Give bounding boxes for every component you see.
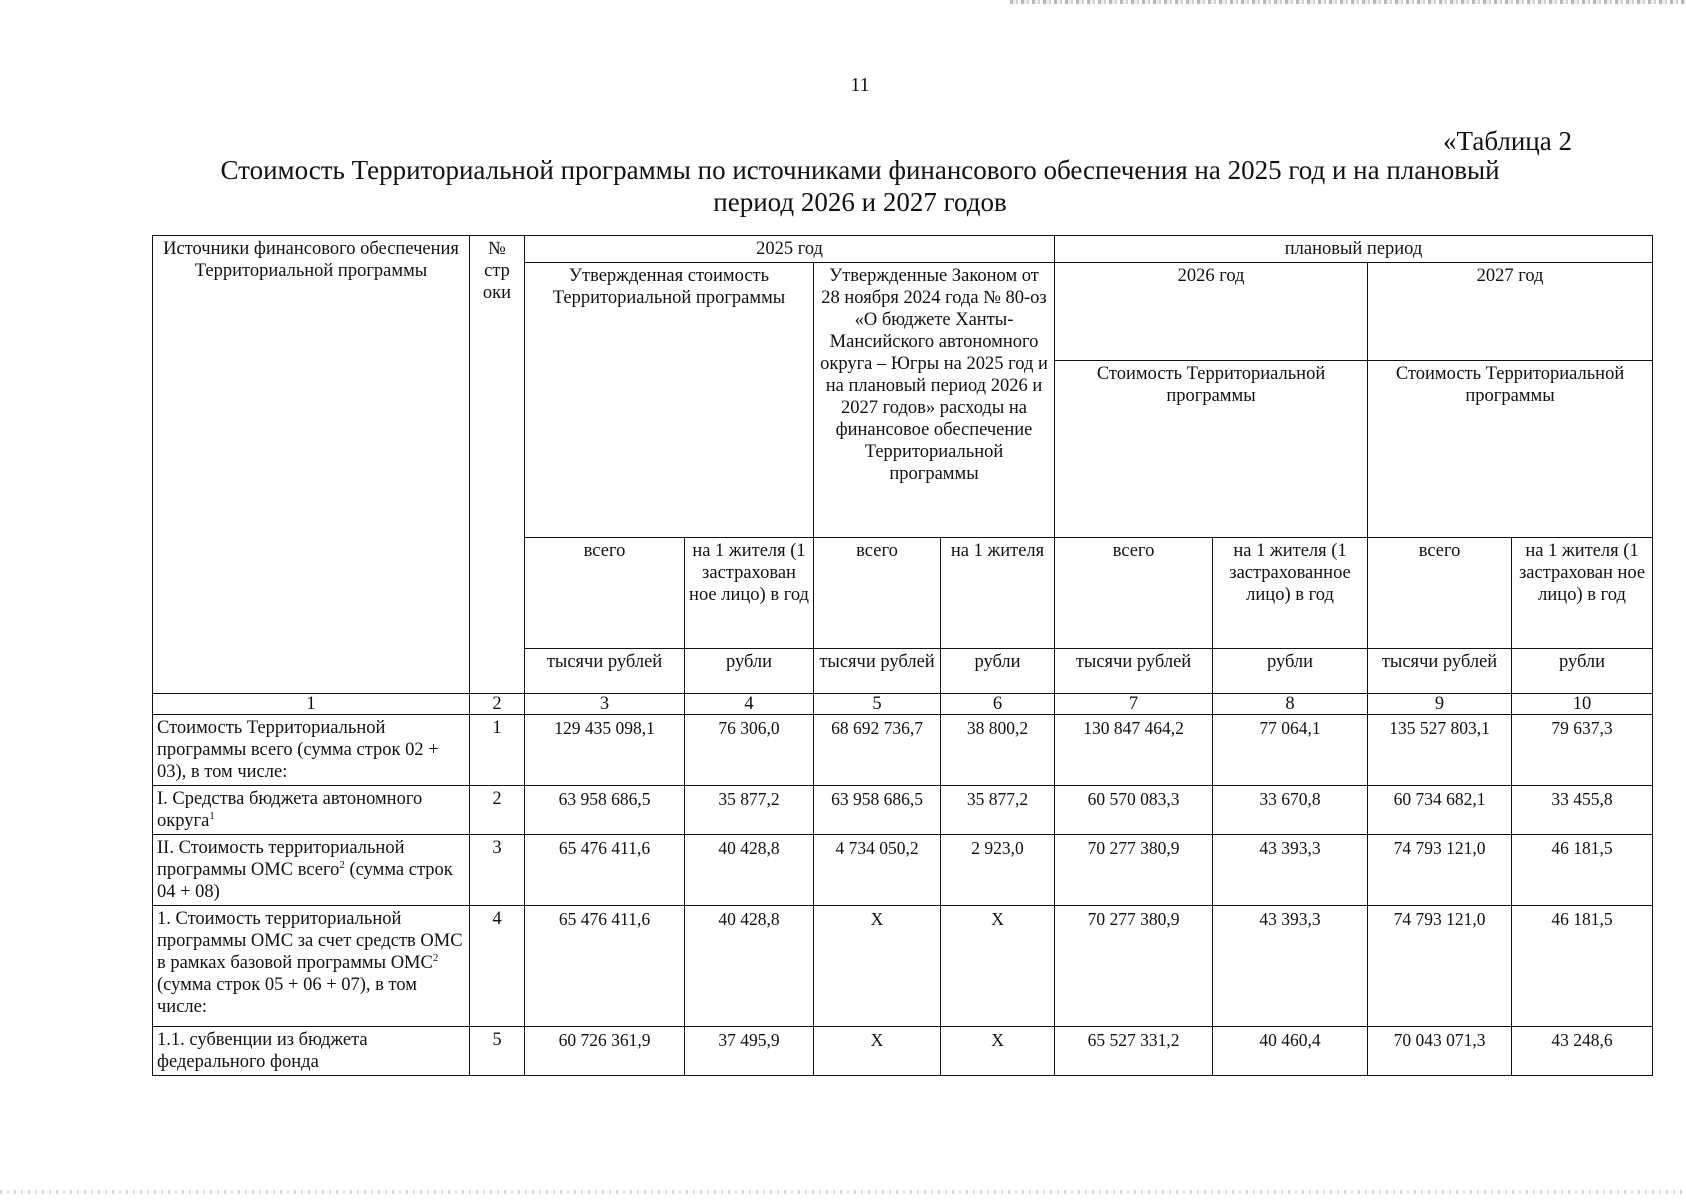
unit-thousand-1: тысячи рублей — [525, 649, 685, 694]
row-label — [153, 715, 470, 786]
value-cell: 46 181,5 — [1512, 906, 1653, 1027]
value-cell: X — [941, 906, 1055, 1027]
header-year-2026: 2026 год — [1055, 263, 1368, 361]
value-cell: 79 637,3 — [1512, 715, 1653, 786]
document-title — [170, 154, 1550, 218]
header-cost-2027: Стоимость Территориальной программы — [1368, 360, 1653, 537]
column-number: 6 — [941, 694, 1055, 715]
column-number: 2 — [470, 694, 525, 715]
value-cell: 65 476 411,6 — [525, 835, 685, 906]
row-number: 1 — [470, 715, 525, 786]
value-cell: 33 455,8 — [1512, 786, 1653, 835]
table-row — [153, 715, 1653, 786]
column-number: 10 — [1512, 694, 1653, 715]
unit-thousand-3: тысячи рублей — [1055, 649, 1213, 694]
unit-rub-1: рубли — [685, 649, 814, 694]
value-cell: 38 800,2 — [941, 715, 1055, 786]
unit-thousand-4: тысячи рублей — [1368, 649, 1512, 694]
row-number: 3 — [470, 835, 525, 906]
header-year-2025: 2025 год — [525, 236, 1055, 263]
row-number: 5 — [470, 1027, 525, 1076]
row-number: 2 — [470, 786, 525, 835]
value-cell: 77 064,1 — [1213, 715, 1368, 786]
row-label-text: 1.1. субвенции из бюджета федерального фонда — [157, 1030, 368, 1072]
value-cell: 65 476 411,6 — [525, 906, 685, 1027]
value-cell: 130 847 464,2 — [1055, 715, 1213, 786]
value-cell: X — [814, 906, 941, 1027]
header-per-resident-4: на 1 жителя (1 застрахован ное лицо) в год — [1512, 538, 1653, 649]
column-number: 8 — [1213, 694, 1368, 715]
row-label — [153, 786, 470, 835]
header-approved-by-law: Утвержденные Законом от 28 ноября 2024 года № 80-оз «О бюджете Ханты-Мансийского автономного округа – Югры на 2025 год и на плановый период 2026 и 2027 годов» расходы на финансовое обеспечение Территориальной программы — [814, 263, 1055, 538]
value-cell: 40 428,8 — [685, 906, 814, 1027]
value-cell: 70 277 380,9 — [1055, 835, 1213, 906]
header-approved-cost: Утвержденная стоимость Территориальной программы — [525, 263, 814, 538]
value-cell: 74 793 121,0 — [1368, 835, 1512, 906]
row-label — [153, 835, 470, 906]
column-number: 5 — [814, 694, 941, 715]
value-cell: 70 043 071,3 — [1368, 1027, 1512, 1076]
header-year-2027: 2027 год — [1368, 263, 1653, 361]
title-line-2: период 2026 и 2027 годов — [713, 187, 1007, 217]
value-cell: X — [814, 1027, 941, 1076]
value-cell: 135 527 803,1 — [1368, 715, 1512, 786]
value-cell: 129 435 098,1 — [525, 715, 685, 786]
value-cell: 35 877,2 — [941, 786, 1055, 835]
row-label-text: 1. Стоимость территориальной программы ОМС за счет средств ОМС в рамках базовой программы ОМС — [157, 909, 463, 973]
table-row — [153, 1027, 1653, 1076]
row-label-tail: (сумма строк 05 + 06 + 07), в том числе: — [157, 975, 417, 1017]
value-cell: 74 793 121,0 — [1368, 906, 1512, 1027]
value-cell: 60 726 361,9 — [525, 1027, 685, 1076]
header-per-resident-3: на 1 жителя (1 застрахованное лицо) в год — [1213, 538, 1368, 649]
column-number-row — [153, 694, 1653, 715]
value-cell: 76 306,0 — [685, 715, 814, 786]
column-number: 1 — [153, 694, 470, 715]
page-number: 11 — [850, 74, 870, 96]
header-cost-2026: Стоимость Территориальной программы — [1055, 360, 1368, 537]
value-cell: 2 923,0 — [941, 835, 1055, 906]
row-label-text: Стоимость Территориальной программы всего (сумма строк 02 + 03), в том числе: — [157, 718, 439, 782]
unit-rub-3: рубли — [1213, 649, 1368, 694]
footnote-mark: 2 — [339, 858, 345, 871]
title-line-1: Стоимость Территориальной программы по источниками финансового обеспечения на 2025 год и на плановый — [220, 155, 1500, 185]
footnote-mark: 1 — [209, 809, 215, 822]
value-cell: 37 495,9 — [685, 1027, 814, 1076]
value-cell: 35 877,2 — [685, 786, 814, 835]
value-cell: 65 527 331,2 — [1055, 1027, 1213, 1076]
value-cell: 63 958 686,5 — [525, 786, 685, 835]
row-label — [153, 1027, 470, 1076]
table-row — [153, 835, 1653, 906]
header-row-1 — [153, 236, 1653, 263]
row-label-text: I. Средства бюджета автономного округа — [157, 789, 423, 831]
column-number: 3 — [525, 694, 685, 715]
unit-thousand-2: тысячи рублей — [814, 649, 941, 694]
row-label-tail: (сумма строк 04 + 08) — [157, 860, 453, 902]
table-row — [153, 906, 1653, 1027]
header-row-no: № стр оки — [470, 236, 525, 694]
header-total-1: всего — [525, 538, 685, 649]
value-cell: X — [941, 1027, 1055, 1076]
value-cell: 60 734 682,1 — [1368, 786, 1512, 835]
value-cell: 4 734 050,2 — [814, 835, 941, 906]
value-cell: 43 393,3 — [1213, 906, 1368, 1027]
header-per-resident-2: на 1 жителя — [941, 538, 1055, 649]
row-label-text: II. Стоимость территориальной программы ОМС всего — [157, 838, 405, 880]
scan-artifact-bottom — [0, 1190, 1686, 1194]
value-cell: 33 670,8 — [1213, 786, 1368, 835]
value-cell: 70 277 380,9 — [1055, 906, 1213, 1027]
column-number: 4 — [685, 694, 814, 715]
table-caption: «Таблица 2 — [1443, 126, 1572, 156]
value-cell: 43 393,3 — [1213, 835, 1368, 906]
header-sources: Источники финансового обеспечения Территориальной программы — [153, 236, 470, 694]
value-cell: 68 692 736,7 — [814, 715, 941, 786]
header-total-2: всего — [814, 538, 941, 649]
value-cell: 40 460,4 — [1213, 1027, 1368, 1076]
footnote-mark: 2 — [432, 951, 439, 964]
column-number: 7 — [1055, 694, 1213, 715]
value-cell: 60 570 083,3 — [1055, 786, 1213, 835]
header-planned-period: плановый период — [1055, 236, 1653, 263]
value-cell: 43 248,6 — [1512, 1027, 1653, 1076]
unit-rub-4: рубли — [1512, 649, 1653, 694]
header-total-4: всего — [1368, 538, 1512, 649]
header-per-resident-1: на 1 жителя (1 застрахован ное лицо) в год — [685, 538, 814, 649]
scan-artifact-top — [1010, 0, 1686, 4]
value-cell: 40 428,8 — [685, 835, 814, 906]
column-number: 9 — [1368, 694, 1512, 715]
row-label — [153, 906, 470, 1027]
unit-rub-2: рубли — [941, 649, 1055, 694]
table-row — [153, 786, 1653, 835]
finance-table — [152, 235, 1653, 1076]
header-total-3: всего — [1055, 538, 1213, 649]
value-cell: 63 958 686,5 — [814, 786, 941, 835]
row-number: 4 — [470, 906, 525, 1027]
value-cell: 46 181,5 — [1512, 835, 1653, 906]
